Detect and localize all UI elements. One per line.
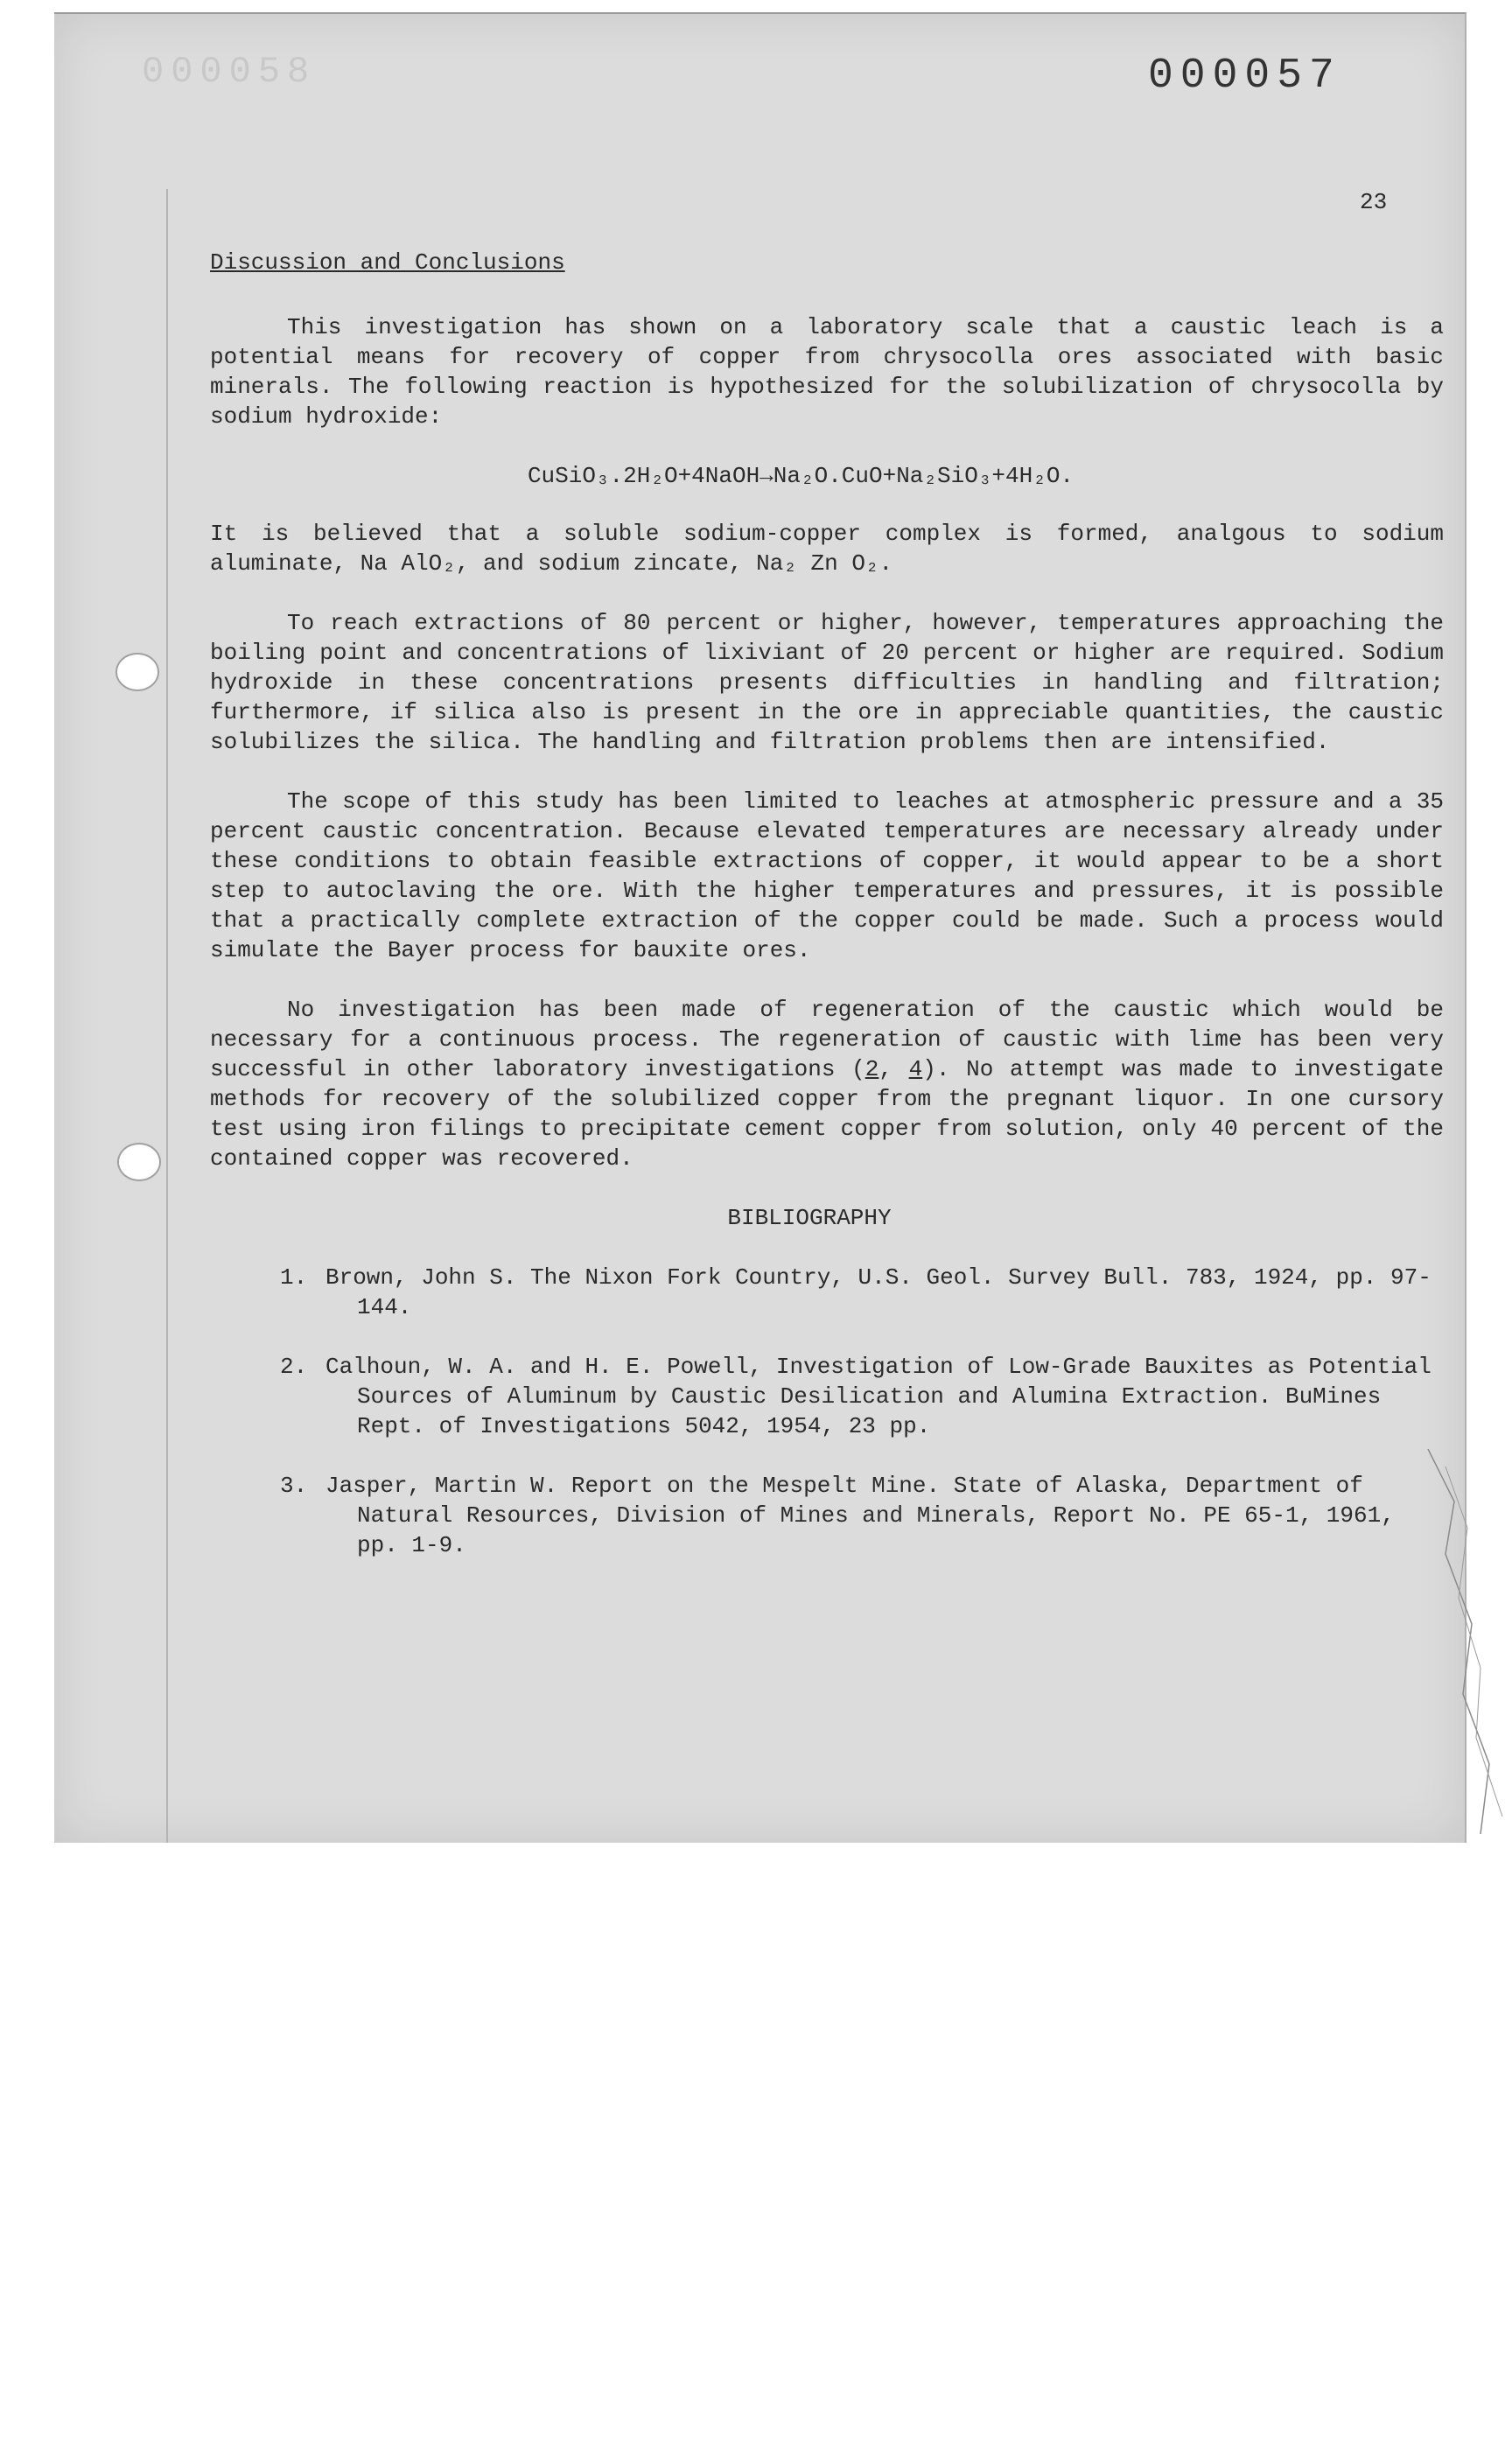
paragraph-regeneration-start: No investigation has been made of regeneration of the caustic which would be necessary for a continuous process. The regeneration of caustic with lime has been very successful in other laboratory investigations ( bbox=[210, 997, 1444, 1082]
page-number: 23 bbox=[1360, 189, 1388, 215]
reference-link-4[interactable]: 4 bbox=[908, 1056, 923, 1082]
margin-line bbox=[166, 189, 168, 1843]
paragraph-regeneration bbox=[210, 995, 1444, 1173]
chemical-equation: CuSiO₃.2H₂O+4NaOH→Na₂O.CuO+Na₂SiO₃+4H₂O. bbox=[527, 463, 1074, 489]
section-heading: Discussion and Conclusions bbox=[210, 249, 565, 276]
bibliography-number: 2. bbox=[280, 1354, 308, 1380]
bibliography-item bbox=[210, 1263, 1444, 1322]
paragraph-intro: This investigation has shown on a laboratory scale that a caustic leach is a potential means for recovery of copper from chrysocolla ores associated with basic minerals. The following reaction is hypothesized for the solubilization of chrysocolla by sodium hydroxide: bbox=[210, 314, 1444, 430]
bibliography-title: BIBLIOGRAPHY bbox=[727, 1205, 892, 1231]
bibliography-number: 1. bbox=[280, 1264, 308, 1291]
document-stamp-number: 000057 bbox=[1148, 52, 1341, 100]
paragraph-extractions: To reach extractions of 80 percent or higher, however, temperatures approaching the boiling point and concentrations of lixiviant of 20 percent or higher are required. Sodium hydroxide in these concentrations presents difficulties in handling and filtration; furthermore, if silica also is present in the ore in appreciable quantities, the caustic solubilizes the silica. The handling and filtration problems then are intensified. bbox=[210, 610, 1444, 755]
bibliography-number: 3. bbox=[280, 1473, 308, 1499]
faded-stamp-number: 000058 bbox=[142, 51, 317, 93]
reference-link-2[interactable]: 2 bbox=[864, 1056, 879, 1082]
bibliography-list bbox=[210, 1263, 1444, 1560]
punch-hole-top bbox=[116, 653, 159, 691]
paragraph-complex: It is believed that a soluble sodium-copper complex is formed, analgous to sodium aluminate, Na AlO₂, and sodium zincate, Na₂ Zn O₂. bbox=[210, 521, 1444, 577]
bibliography-text: Jasper, Martin W. Report on the Mespelt Mine. State of Alaska, Department of Natural Resources, Division of Mines and Minerals, Report No. PE 65-1, 1961, pp. 1-9. bbox=[326, 1473, 1395, 1558]
bibliography-item bbox=[210, 1352, 1444, 1441]
paragraph-scope: The scope of this study has been limited to leaches at atmospheric pressure and a 35 percent caustic concentration. Because elevated temperatures are necessary already under these conditions to obtain feasible extractions of copper, it would appear to be a short step to autoclaving the ore. With the higher temperatures and pressures, it is possible that a practically complete extraction of the copper could be made. Such a process would simulate the Bayer process for bauxite ores. bbox=[210, 788, 1444, 963]
document-body bbox=[210, 248, 1444, 1590]
paragraph-regeneration-end: ). No attempt was made to investigate methods for recovery of the solubilized copper from the pregnant liquor. In one cursory test using iron filings to precipitate cement copper from solution, only 40 percent of the contained copper was recovered. bbox=[210, 1056, 1444, 1172]
bibliography-text: Calhoun, W. A. and H. E. Powell, Investigation of Low-Grade Bauxites as Potential Sources of Aluminum by Caustic Desilication and Alumina Extraction. BuMines Rept. of Investigations 5042, 1954, 23 pp. bbox=[326, 1354, 1432, 1439]
reference-separator: , bbox=[878, 1056, 909, 1082]
bibliography-item bbox=[210, 1471, 1444, 1560]
bibliography-text: Brown, John S. The Nixon Fork Country, U.S. Geol. Survey Bull. 783, 1924, pp. 97-144. bbox=[326, 1264, 1432, 1320]
punch-hole-bottom bbox=[117, 1143, 161, 1181]
